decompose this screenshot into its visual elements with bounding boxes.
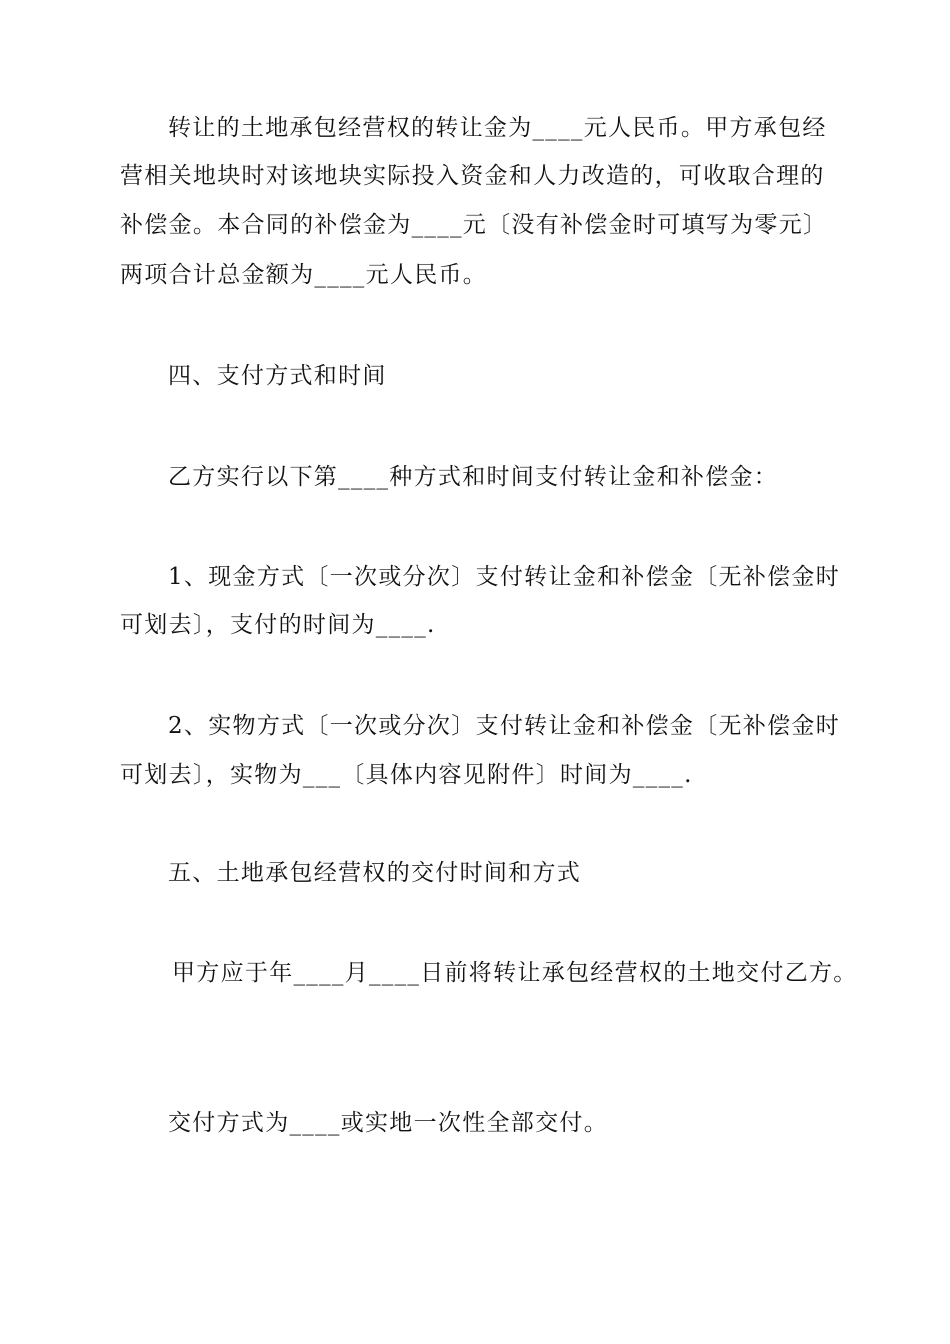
section-heading-payment: 四、支付方式和时间 [168,363,387,389]
paragraph-transfer-fee-line-1: 转让的土地承包经营权的转让金为____元人民币。甲方承包经 [168,115,827,141]
section-heading-delivery: 五、土地承包经营权的交付时间和方式 [168,860,582,886]
paragraph-cash-payment-line-1: 1、现金方式〔一次或分次〕支付转让金和补偿金〔无补偿金时 [168,564,841,590]
paragraph-delivery-date: 甲方应于年____月____日前将转让承包经营权的土地交付乙方。 [172,960,858,986]
paragraph-delivery-method: 交付方式为____或实地一次性全部交付。 [168,1110,608,1136]
paragraph-transfer-fee-line-2: 营相关地块时对该地块实际投入资金和人力改造的，可收取合理的 [120,163,825,189]
paragraph-payment-option: 乙方实行以下第____种方式和时间支付转让金和补偿金： [168,464,779,490]
paragraph-cash-payment-line-2: 可划去〕，支付的时间为____. [120,612,436,638]
paragraph-transfer-fee-line-4: 两项合计总金额为____元人民币。 [120,262,488,288]
paragraph-in-kind-payment-line-1: 2、实物方式〔一次或分次〕支付转让金和补偿金〔无补偿金时 [168,713,841,739]
paragraph-in-kind-payment-line-2: 可划去〕，实物为___〔具体内容见附件〕时间为____. [120,762,693,788]
paragraph-transfer-fee-line-3: 补偿金。本合同的补偿金为____元〔没有补偿金时可填写为零元〕 [120,212,828,238]
